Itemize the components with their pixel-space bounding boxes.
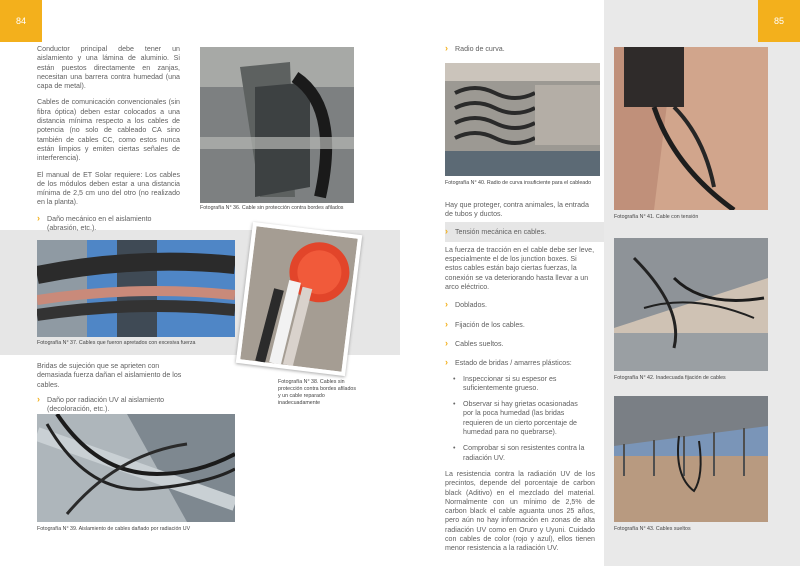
left-lower-text <box>37 362 187 421</box>
paragraph-comunicacion: Cables de comunicación convencionales (sin fibra óptica) deben estar colocados a una distancia mínima respecto a los cables de potencia (no solo de cableado CA sino también de cables CC, como estos nunca están limpios y emiten ciertas señales de interferencia). <box>37 98 180 163</box>
bullet-radiacion-uv: › Daño por radiación UV al aislamiento (decoloración, etc.). <box>37 396 187 415</box>
caption-37: Fotografía N° 37. Cables que fueron apretados con excesiva fuerza <box>37 340 196 346</box>
left-text-column <box>37 45 180 240</box>
right-text-column <box>445 201 595 561</box>
paragraph-fuerza: La fuerza de tracción en el cable debe ser leve, especialmente el de los junction boxes. Si estos cables están bajo ciertas fuerzas, la conexión se va deteriorando hasta llevar a un arco eléctrico. <box>445 245 595 292</box>
photo-37-cables-apretados <box>37 240 235 337</box>
caption-39: Fotografía N° 39. Aislamiento de cables dañado por radiación UV <box>37 526 191 532</box>
bullet-sueltos: › Cables sueltos. <box>445 340 595 349</box>
photo-40-radio-curva <box>445 63 600 176</box>
bullet-tension-mecanica: › Tensión mecánica en cables. <box>445 228 595 237</box>
sub-comprobar: • Comprobar si son resistentes contra la radiación UV. <box>453 444 585 463</box>
sub-inspeccionar: • Inspeccionar si su espesor es suficientemente grueso. <box>453 375 585 394</box>
bullet-fijacion: › Fijación de los cables. <box>445 321 595 330</box>
caption-41: Fotografía N° 41. Cable con tensión <box>614 214 699 220</box>
paragraph-conductor: Conductor principal debe tener un aislamiento y una lámina de aluminio. Si están puestos directamente en zanjas, necesitan una barrera contra humedad (una capa de metal). <box>37 45 180 91</box>
photo-41-cable-tension <box>614 47 768 210</box>
caption-43: Fotografía N° 43. Cables sueltos <box>614 526 691 532</box>
caption-38: Fotografía N° 38. Cables sin protección contra bordes afilados y un cable reparado inadecuadamente <box>278 379 357 406</box>
page-number-right: 85 <box>758 0 800 42</box>
bullet-radio-curva-block <box>445 45 595 61</box>
bullet-doblados: › Doblados. <box>445 301 595 310</box>
caption-42: Fotografía N° 42. Inadecuada fijación de cables <box>614 375 726 381</box>
paragraph-resistencia: La resistencia contra la radiación UV de los precintos, depende del porcentaje de carbon black (Aditivo) en el mezclado del material. Normalmente con un mínimo de 2,5% de carbon black el cable aguanta unos 25 años, pero aún no hay información en zonas de alta radiación UV como en Oruro y Uyuni. Cuidado con cables de color (rojo y azul), ellos tienen menor resistencia a la radiación UV. <box>445 469 595 553</box>
photo-38-cables-reparado <box>236 222 362 376</box>
sub-observar: • Observar si hay grietas ocasionadas por la poca humedad (las bridas requieren de un cierto porcentaje de humedad para no quebrarse). <box>453 400 585 437</box>
photo-39-aislamiento-danado <box>37 414 235 522</box>
paragraph-bridas: Bridas de sujeción que se aprieten con demasiada fuerza dañan el aislamiento de los cables. <box>37 362 182 389</box>
sub-list <box>445 375 585 463</box>
paragraph-manual: El manual de ET Solar requiere: Los cables de los módulos deben estar a una distancia mínima de 2,5 cm uno del otro (no realizado en la planta). <box>37 170 180 207</box>
bullet-radio-curva: › Radio de curva. <box>445 45 595 54</box>
photo-43-cables-sueltos <box>614 396 768 522</box>
caption-40: Fotografía N° 40. Radio de curva insuficiente para el cableado <box>445 180 592 186</box>
bullet-dano-mecanico: › Daño mecánico en el aislamiento (abrasión, etc.). <box>37 215 180 234</box>
page-number-left: 84 <box>0 0 42 42</box>
bullet-estado-bridas: › Estado de bridas / amarres plásticos: <box>445 359 595 368</box>
photo-36-cable-sin-proteccion <box>200 47 354 203</box>
photo-42-fijacion-cables <box>614 238 768 371</box>
caption-36: Fotografía N° 36. Cable sin protección contra bordes afilados <box>200 205 344 211</box>
paragraph-proteger: Hay que proteger, contra animales, la entrada de tubos y ductos. <box>445 201 589 219</box>
